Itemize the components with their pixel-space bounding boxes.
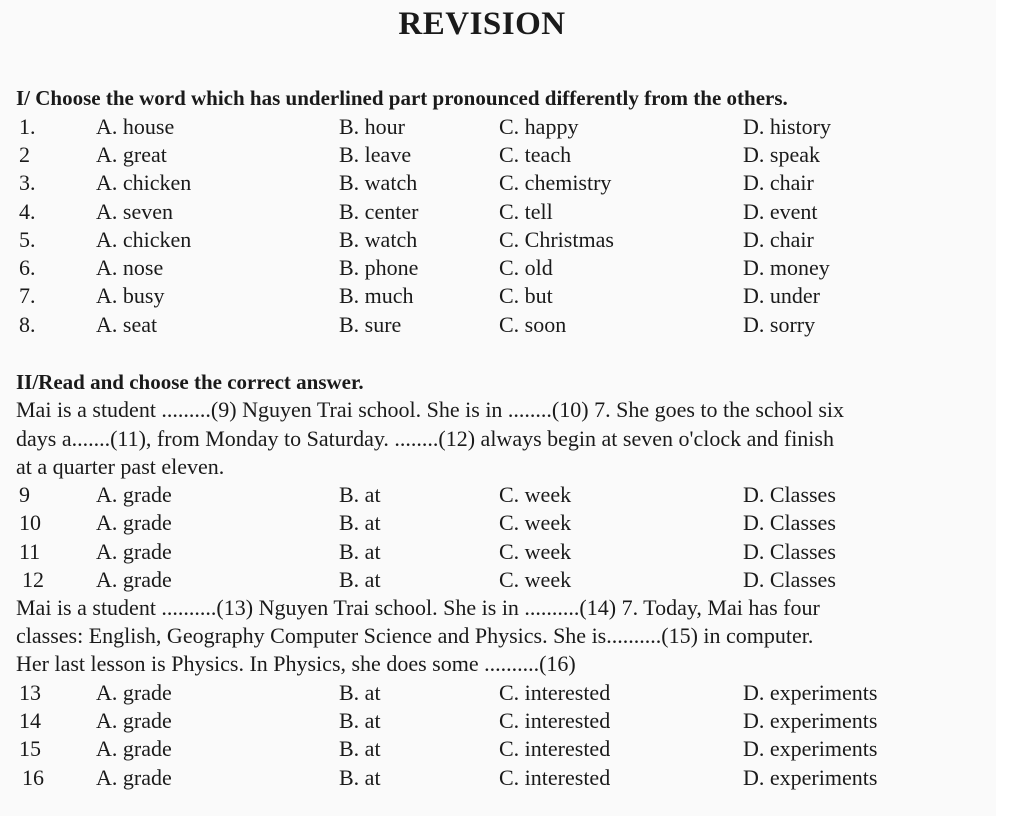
option-b: B. watch: [339, 170, 418, 195]
option-d: D. Classes: [743, 510, 836, 535]
question-row: [0, 198, 996, 226]
question-row: [0, 538, 996, 566]
option-b: B. at: [339, 482, 381, 507]
question-number: 1.: [19, 114, 36, 139]
question-number: 10: [19, 510, 41, 535]
option-b: B. at: [339, 539, 381, 564]
question-row: [0, 764, 996, 792]
question-number: 16: [22, 765, 44, 790]
option-b: B. at: [339, 680, 381, 705]
question-number: 5.: [19, 227, 36, 252]
option-a: A. grade: [96, 510, 172, 535]
question-row: [0, 311, 996, 339]
question-number: 11: [19, 539, 41, 564]
option-b: B. hour: [339, 114, 405, 139]
question-number: 8.: [19, 312, 36, 337]
option-a: A. grade: [96, 567, 172, 592]
option-c: C. interested: [499, 708, 611, 733]
option-a: A. seat: [96, 312, 158, 337]
option-a: A. busy: [96, 283, 165, 308]
part1-heading: I/ Choose the word which has underlined part pronounced differently from the others.: [16, 86, 788, 110]
option-a: A. grade: [96, 765, 172, 790]
option-c: C. teach: [499, 142, 572, 167]
question-row: [0, 282, 996, 310]
question-number: 2: [19, 142, 30, 167]
question-number: 13: [19, 680, 41, 705]
option-b: B. center: [339, 199, 419, 224]
question-number: 12: [22, 567, 44, 592]
option-c: C. week: [499, 510, 572, 535]
question-number: 14: [19, 708, 41, 733]
question-number: 3.: [19, 170, 36, 195]
option-c: C. week: [499, 567, 572, 592]
option-b: B. sure: [339, 312, 402, 337]
option-d: D. Classes: [743, 567, 836, 592]
question-row: [0, 679, 996, 707]
option-c: C. happy: [499, 114, 579, 139]
option-d: D. experiments: [743, 708, 878, 733]
option-b: B. at: [339, 736, 381, 761]
question-row: [0, 509, 996, 537]
option-d: D. money: [743, 255, 830, 280]
question-number: 15: [19, 736, 41, 761]
option-c: C. interested: [499, 736, 611, 761]
option-d: D. experiments: [743, 765, 878, 790]
question-row: [0, 169, 996, 197]
passage-line: days a.......(11), from Monday to Saturday. ........(12) always begin at seven o'clock and finish: [16, 426, 834, 451]
option-d: D. under: [743, 283, 820, 308]
question-row: [0, 141, 996, 169]
passage-line: Mai is a student .........(9) Nguyen Trai school. She is in ........(10) 7. She goes to the school six: [16, 397, 845, 422]
question-row: [0, 707, 996, 735]
option-c: C. old: [499, 255, 553, 280]
option-b: B. at: [339, 567, 381, 592]
option-d: D. experiments: [743, 736, 878, 761]
passage-line: classes: English, Geography Computer Science and Physics. She is..........(15) in computer.: [16, 623, 814, 648]
question-number: 9: [19, 482, 30, 507]
question-number: 7.: [19, 283, 36, 308]
option-a: A. grade: [96, 539, 172, 564]
option-a: A. seven: [96, 199, 173, 224]
option-a: A. chicken: [96, 227, 192, 252]
page-title: REVISION: [398, 6, 566, 42]
option-d: D. history: [743, 114, 831, 139]
option-d: D. Classes: [743, 539, 836, 564]
option-a: A. great: [96, 142, 167, 167]
option-a: A. nose: [96, 255, 164, 280]
option-d: D. Classes: [743, 482, 836, 507]
option-c: C. soon: [499, 312, 567, 337]
option-a: A. grade: [96, 708, 172, 733]
question-row: [0, 254, 996, 282]
question-row: [0, 226, 996, 254]
passage-line: Her last lesson is Physics. In Physics, she does some ..........(16): [16, 651, 576, 676]
option-c: C. interested: [499, 765, 611, 790]
option-a: A. house: [96, 114, 175, 139]
option-b: B. leave: [339, 142, 412, 167]
passage-line: at a quarter past eleven.: [16, 454, 225, 479]
option-c: C. tell: [499, 199, 553, 224]
option-d: D. speak: [743, 142, 820, 167]
option-b: B. at: [339, 765, 381, 790]
option-d: D. sorry: [743, 312, 816, 337]
option-a: A. chicken: [96, 170, 192, 195]
part2-heading: II/Read and choose the correct answer.: [16, 370, 364, 394]
option-c: C. interested: [499, 680, 611, 705]
option-b: B. at: [339, 510, 381, 535]
option-c: C. week: [499, 539, 572, 564]
question-row: [0, 113, 996, 141]
option-b: B. watch: [339, 227, 418, 252]
option-a: A. grade: [96, 736, 172, 761]
question-number: 6.: [19, 255, 36, 280]
question-row: [0, 735, 996, 763]
option-d: D. chair: [743, 170, 814, 195]
question-row: [0, 481, 996, 509]
option-c: C. but: [499, 283, 553, 308]
option-c: C. chemistry: [499, 170, 612, 195]
option-d: D. experiments: [743, 680, 878, 705]
question-row: [0, 566, 996, 594]
question-number: 4.: [19, 199, 36, 224]
option-d: D. event: [743, 199, 818, 224]
option-c: C. Christmas: [499, 227, 614, 252]
option-b: B. at: [339, 708, 381, 733]
option-b: B. much: [339, 283, 414, 308]
option-c: C. week: [499, 482, 572, 507]
passage-line: Mai is a student ..........(13) Nguyen Trai school. She is in ..........(14) 7. Today, Mai has four: [16, 595, 820, 620]
page-margin: [996, 0, 1024, 816]
option-a: A. grade: [96, 482, 172, 507]
option-d: D. chair: [743, 227, 814, 252]
option-a: A. grade: [96, 680, 172, 705]
option-b: B. phone: [339, 255, 419, 280]
